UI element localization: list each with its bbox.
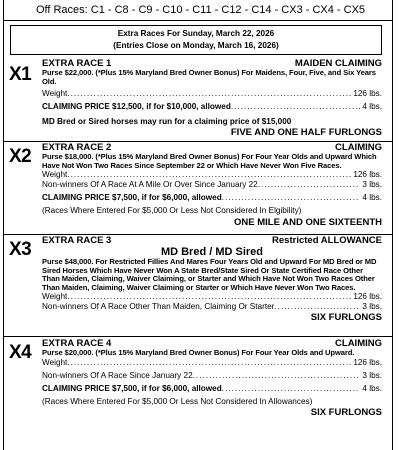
allowance-row xyxy=(42,302,382,312)
claiming-value: 4 lbs. xyxy=(362,383,382,393)
leader-dots xyxy=(67,89,351,99)
race-body xyxy=(42,142,382,228)
weight-row xyxy=(42,292,382,302)
weight-value: 126 lbs. xyxy=(353,292,382,302)
weight-value: 126 lbs. xyxy=(353,357,382,367)
race-divider xyxy=(3,336,393,337)
race-note: MD Bred or Sired horses may run for a claiming price of $15,000 xyxy=(42,117,292,127)
race-type: MAIDEN CLAIMING xyxy=(294,58,382,69)
off-races-line: Off Races: C1 - C8 - C9 - C10 - C11 - C12 - C14 - CX3 - CX4 - CX5 xyxy=(35,4,366,16)
race-number: X1 xyxy=(9,64,32,85)
weight-value: 126 lbs. xyxy=(353,89,382,99)
weight-value: 126 lbs. xyxy=(353,170,382,180)
race-conditions: Purse $18,000. (*Plus 15% Maryland Bred Owner Bonus) For Four Year Olds and Upward Which Have Not Won Two Races Since September 22 or Which Have Never Won Five Races. xyxy=(42,152,377,170)
leader-dots xyxy=(222,384,361,394)
claiming-value: 4 lbs. xyxy=(362,102,382,112)
top-divider xyxy=(3,20,393,21)
leader-dots xyxy=(274,302,360,312)
right-rule xyxy=(392,0,393,450)
race-distance: SIX FURLONGS xyxy=(310,312,382,324)
race-title: EXTRA RACE 2 xyxy=(42,142,112,153)
weight-label: Weight xyxy=(42,170,68,180)
allowance-row xyxy=(42,371,382,381)
race-type: Restricted ALLOWANCE xyxy=(272,235,382,246)
race-note: (Races Where Entered For $5,000 Or Less Not Considered In Elgibility) xyxy=(42,206,302,216)
race-subtitle: MD Bred / MD Sired xyxy=(160,246,264,258)
left-rule xyxy=(3,0,4,450)
race-number: X4 xyxy=(9,342,32,363)
race-title-row xyxy=(42,235,382,246)
race-note: (Races Where Entered For $5,000 Or Less Not Considered In Allowances) xyxy=(42,396,313,406)
race-conditions: Purse $22,000. (*Plus 15% Maryland Bred Owner Bonus) For Maidens, Four, Five, and Six Years Old. xyxy=(42,68,376,86)
claiming-row xyxy=(42,384,382,394)
claiming-label: CLAIMING PRICE $7,500, if for $6,000, allowed xyxy=(42,383,222,393)
leader-dots xyxy=(67,170,351,180)
race-body xyxy=(42,58,382,138)
race-type: CLAIMING xyxy=(335,142,382,153)
claiming-row xyxy=(42,102,382,112)
race-body xyxy=(42,338,382,418)
entries-close-note: (Entries Close on Monday, March 16, 2026) xyxy=(113,41,279,50)
race-number: X3 xyxy=(9,239,32,260)
weight-label: Weight xyxy=(42,292,68,302)
allowance-value: 3 lbs. xyxy=(362,370,382,380)
race-conditions: Purse $48,000. For Restricted Fillies And Mares Four Years Old and Upward For MD Bred or MD Sired Horses Which Have Never Won A State Bred/State Sired Or State Certified Race Other Than Maiden, Claiming, Waiver Claiming, or Starter and Which Have Not Won Two Races Other Than Maiden, Claiming, Waiver Claiming or Starter or Which Have Never Won Two Races. xyxy=(42,257,377,292)
race-number: X2 xyxy=(9,146,32,167)
allowance-label: Non-winners Of A Race At A Mile Or Over Since January 22 xyxy=(42,180,258,190)
race-body xyxy=(42,235,382,323)
claiming-label: CLAIMING PRICE $7,500, if for $6,000, allowed xyxy=(42,193,222,203)
race-distance: SIX FURLONGS xyxy=(310,406,382,418)
weight-label: Weight xyxy=(42,89,68,99)
claiming-row xyxy=(42,193,382,203)
weight-row xyxy=(42,170,382,180)
claiming-label: CLAIMING PRICE $12,500, if for $10,000, allowed xyxy=(42,102,231,112)
leader-dots xyxy=(222,193,361,203)
race-conditions: Purse $20,000. (*Plus 15% Maryland Bred Owner Bonus) For Four Year Olds and Upward. xyxy=(42,348,355,357)
allowance-label: Non-winners Of A Race Other Than Maiden, Claiming Or Starter xyxy=(42,302,275,312)
allowance-label: Non-winners Of A Race Since January 22 xyxy=(42,370,193,380)
leader-dots xyxy=(231,102,361,112)
race-distance: FIVE AND ONE HALF FURLONGS xyxy=(230,127,382,139)
extra-races-date: Extra Races For Sunday, March 22, 2026 xyxy=(117,29,275,38)
race-title: EXTRA RACE 1 xyxy=(42,58,112,69)
allowance-value: 3 lbs. xyxy=(362,302,382,312)
weight-label: Weight xyxy=(42,357,68,367)
allowance-value: 3 lbs. xyxy=(362,180,382,190)
weight-row xyxy=(42,89,382,99)
allowance-row xyxy=(42,180,382,190)
race-distance: ONE MILE AND ONE SIXTEENTH xyxy=(234,217,382,229)
leader-dots xyxy=(258,180,361,190)
claiming-value: 4 lbs. xyxy=(362,193,382,203)
race-title: EXTRA RACE 3 xyxy=(42,235,112,246)
race-type: CLAIMING xyxy=(335,338,382,349)
leader-dots xyxy=(67,358,351,368)
weight-row xyxy=(42,358,382,368)
leader-dots xyxy=(193,371,361,381)
race-title: EXTRA RACE 4 xyxy=(42,338,112,349)
leader-dots xyxy=(67,292,351,302)
extra-races-box xyxy=(10,25,382,55)
